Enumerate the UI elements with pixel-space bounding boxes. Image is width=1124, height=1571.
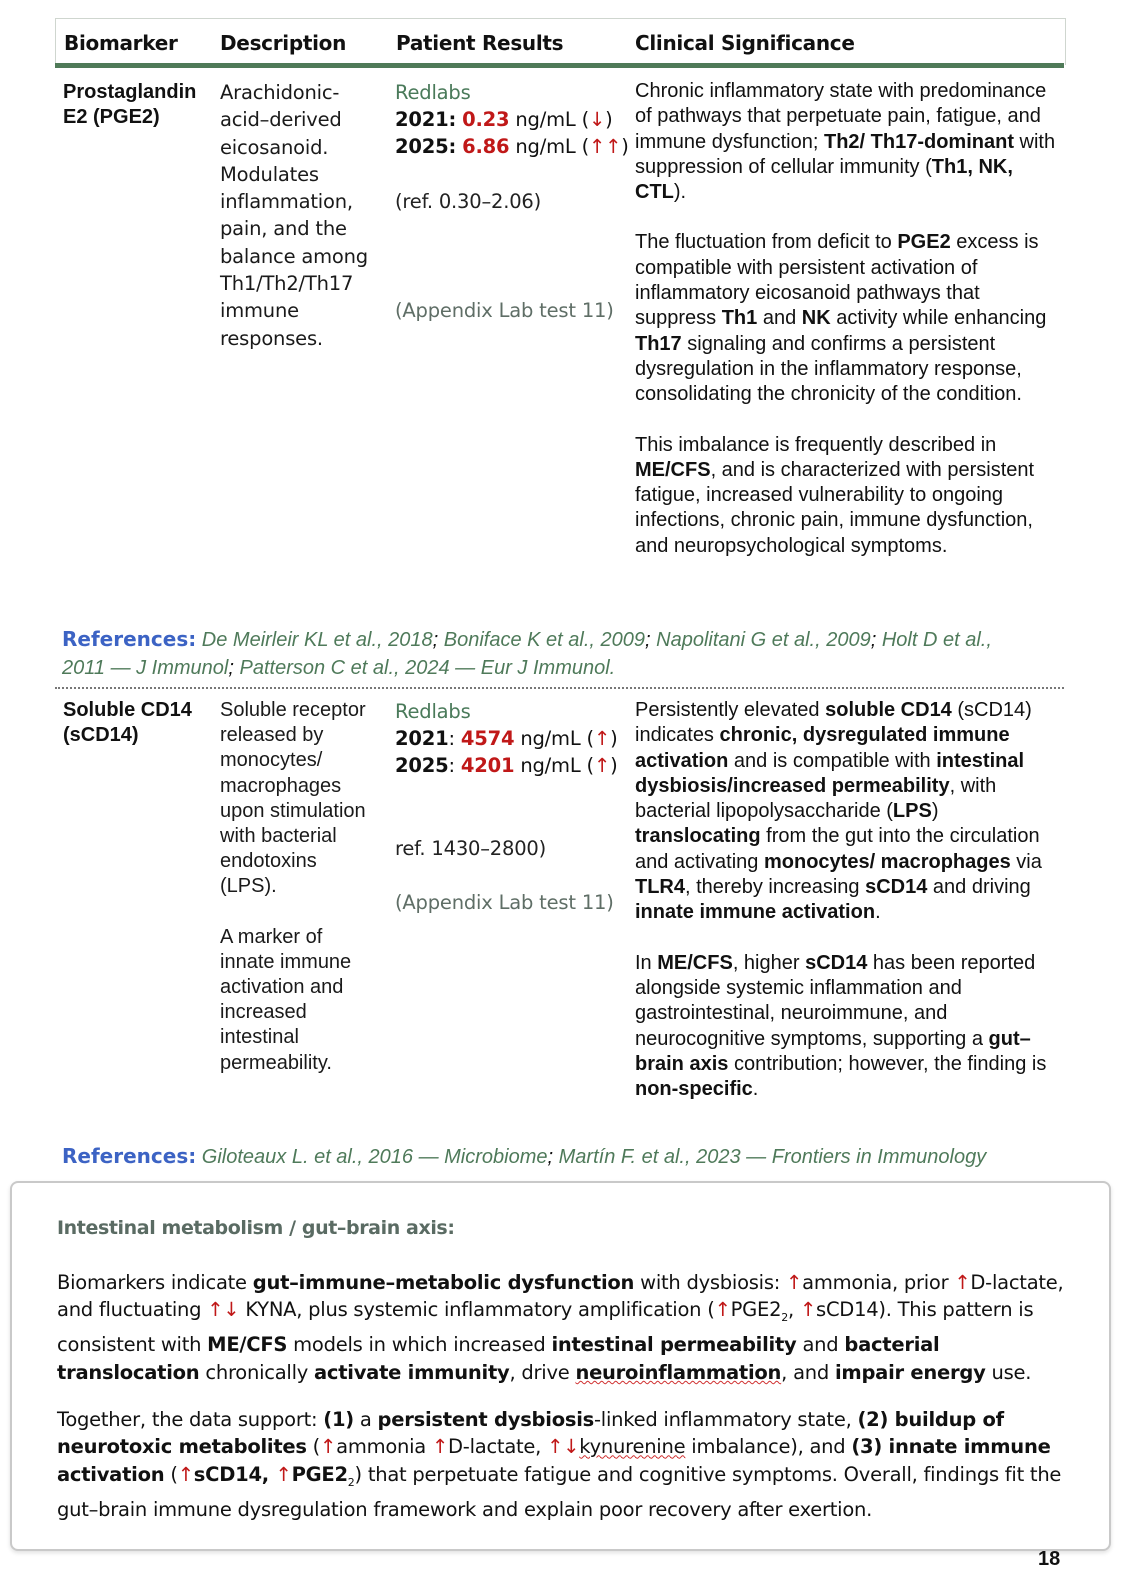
references-pge2: References: De Meirleir KL et al., 2018; Boniface K et al., 2009; Napolitani G et al., 2009; Holt D et al., 2011 — J Immunol; Patterson C et al., 2024 — Eur J Immunol. <box>62 627 992 679</box>
result-2021: 2021: 0.23 ng/mL (↓) <box>395 108 613 131</box>
double-up-arrow-icon: ↑↑ <box>588 135 622 158</box>
header-patient-results: Patient Results <box>396 31 564 55</box>
result-2021: 2021: 4574 ng/mL (↑) <box>395 727 618 750</box>
header-biomarker: Biomarker <box>64 31 178 55</box>
down-arrow-icon: ↓ <box>588 108 606 131</box>
significance-pge2: Chronic inflammatory state with predominance of pathways that perpetuate pain, fatigue, and immune dysfunction; Th2/ Th17-dominant with suppression of cellular immunity (Th1, NK, CTL). The fluctuation from deficit to PGE2 excess is compatible with persistent activation of inflammatory eicosanoid pathways that suppress Th1 and NK activity while enhancing Th17 signaling and confirms a persistent dysregulation in the inflammatory response, consolidating the chronicity of the condition. This imbalance is frequently described in ME/CFS, and is characterized with persistent fatigue, increased vulnerability to ongoing infections, chronic pain, immune dysfunction, and neuropsychological symptoms. <box>635 80 1056 557</box>
header-description: Description <box>220 31 347 55</box>
description-scd14: Soluble receptor released by monocytes/ macrophages upon stimulation with bacterial endotoxins (LPS). A marker of innate immune activation and increased intestinal permeability. <box>220 699 366 1074</box>
summary-paragraph-1: Biomarkers indicate gut–immune–metabolic dysfunction with dysbiosis: ↑ammonia, prior ↑D-lactate, and fluctuating ↑↓ KYNA, plus systemic inflammatory amplification ($↑PGE2_2$, ↑sCD14). This pattern is consistent with ME/CFS models in which increased intestinal permeability and bacterial translocation chronically activate immunity, drive neuroinflammation, and impair energy use. <box>57 1271 1064 1384</box>
up-arrow-icon: ↑ <box>593 727 611 750</box>
biomarker-name-pge2: Prostaglandin E2 (PGE2) <box>63 81 197 129</box>
up-arrow-icon: ↑ <box>593 754 611 777</box>
reference-range-scd14: ref. 1430–2800) <box>395 837 547 860</box>
header-rule <box>55 63 1064 68</box>
result-2025: 2025: 6.86 ng/mL (↑↑) <box>395 135 629 158</box>
lab-name: Redlabs <box>395 700 471 723</box>
results-pge2 <box>395 79 629 160</box>
reference-range-pge2: (ref. 0.30–2.06) <box>395 190 542 213</box>
summary-paragraph-2: Together, the data support: (1) a persistent dysbiosis-linked inflammatory state, (2) buildup of neurotoxic metabolites (↑ammonia ↑D-lactate, ↑↓kynurenine imbalance), and (3) innate immune activation (↑sCD14, $↑PGE2_2$) that perpetuate fatigue and cognitive symptoms. Overall, findings fit the gut–brain immune dysregulation framework and explain poor recovery after exertion. <box>57 1408 1062 1521</box>
summary-box <box>10 1181 1111 1551</box>
summary-title: Intestinal metabolism / gut–brain axis: <box>57 1217 455 1239</box>
appendix-link-pge2[interactable]: (Appendix Lab test 11) <box>395 299 614 322</box>
page-number: 18 <box>1038 1548 1061 1570</box>
description-pge2: Arachidonic- acid–derived eicosanoid. Modulates inflammation, pain, and the balance among Th1/Th2/Th17 immune responses. <box>220 81 368 350</box>
row-divider <box>55 687 1064 689</box>
table-header <box>55 18 1066 65</box>
biomarker-name-scd14: Soluble CD14 (sCD14) <box>63 699 192 747</box>
references-scd14: References: Giloteaux L. et al., 2016 — Microbiome; Martín F. et al., 2023 — Frontiers in Immunology <box>62 1144 987 1168</box>
result-2025: 2025: 4201 ng/mL (↑) <box>395 754 618 777</box>
lab-name: Redlabs <box>395 81 471 104</box>
results-scd14 <box>395 698 618 779</box>
significance-scd14: Persistently elevated soluble CD14 (sCD14) indicates chronic, dysregulated immune activation and is compatible with intestinal dysbiosis/increased permeability, with bacterial lipopolysaccharide (LPS) translocating from the gut into the circulation and activating monocytes/ macrophages via TLR4, thereby increasing sCD14 and driving innate immune activation. In ME/CFS, higher sCD14 has been reported alongside systemic inflammation and gastrointestinal, neuroimmune, and neurocognitive symptoms, supporting a gut–brain axis contribution; however, the finding is non-specific. <box>635 699 1047 1101</box>
appendix-link-scd14[interactable]: (Appendix Lab test 11) <box>395 891 614 914</box>
header-clinical-significance: Clinical Significance <box>635 31 855 55</box>
